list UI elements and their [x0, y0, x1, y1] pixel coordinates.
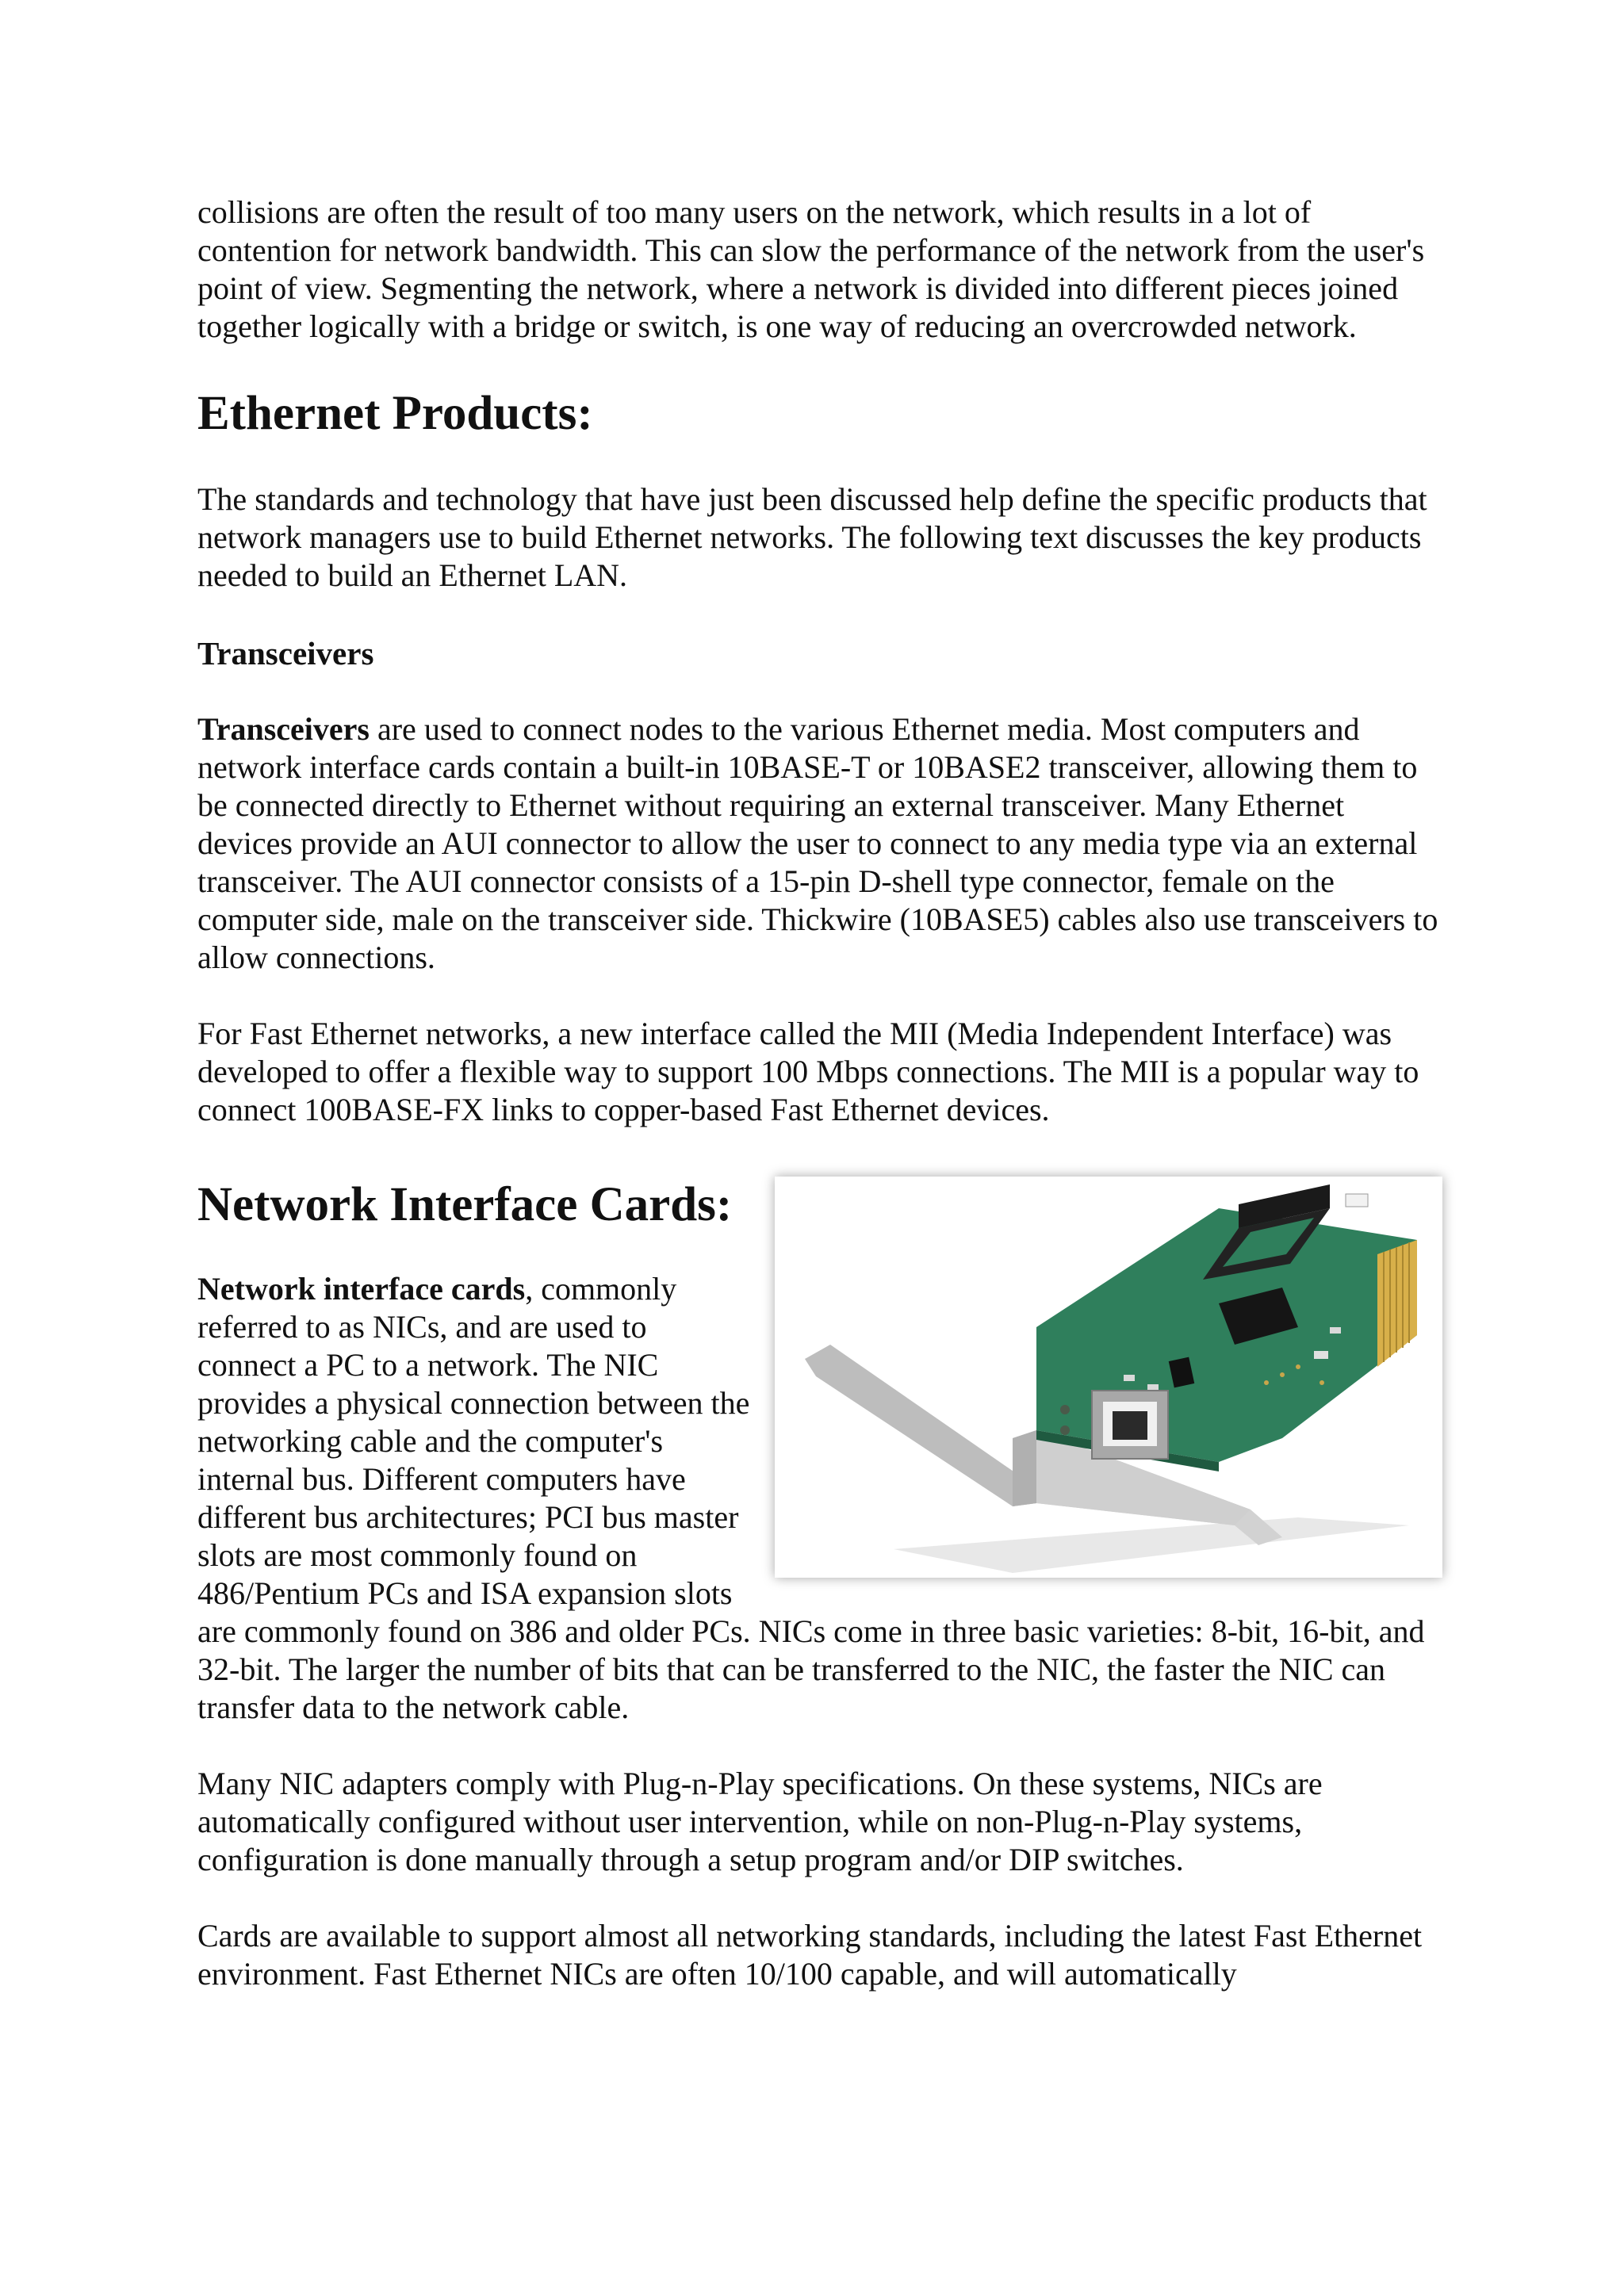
nic-section	[197, 1177, 1442, 1727]
nic-card-image	[775, 1177, 1442, 1578]
paragraph-transceivers	[197, 710, 1442, 977]
paragraph-cards: Cards are available to support almost all networking standards, including the latest Fast Ethernet environment. Fast Ethernet NICs are often 10/100 capable, and will automatically	[197, 1918, 1423, 1992]
document-page	[197, 193, 1442, 1993]
term-transceivers: Transceivers	[197, 711, 370, 747]
paragraph-standards: The standards and technology that have just been discussed help define the specific products that network managers use to build Ethernet networks. The following text discusses the key products needed to build an Ethernet LAN.	[197, 481, 1427, 593]
heading-ethernet-products: Ethernet Products:	[197, 387, 593, 440]
paragraph-fast-ethernet: For Fast Ethernet networks, a new interface called the MII (Media Independent Interface) was developed to offer a flexible way to support 100 Mbps connections. The MII is a popular way to connect 100BASE-FX links to copper-based Fast Ethernet devices.	[197, 1016, 1419, 1127]
nic-card-illustration	[775, 1177, 1442, 1578]
nic-text: , commonly referred to as NICs, and are used to connect a PC to a network. The NIC provides a physical connection between the networking cable and the computer's internal bus. Different computers have different bus architectures; PCI bus master slots are most commonly found on 486/Pentium PCs and ISA expansion slots are commonly found on 386 and older PCs. NICs come in three basic varieties: 8-bit, 16-bit, and 32-bit. The larger the number of bits that can be transferred to the NIC, the faster the NIC can transfer data to the network cable.	[197, 1271, 1425, 1725]
paragraph-plug-n-play: Many NIC adapters comply with Plug-n-Play specifications. On these systems, NICs are automatically configured without user intervention, while on non-Plug-n-Play systems, configuration is done manually through a setup program and/or DIP switches.	[197, 1766, 1323, 1877]
heading-network-interface-cards: Network Interface Cards:	[197, 1178, 733, 1231]
term-network-interface-cards: Network interface cards	[197, 1271, 526, 1307]
transceivers-text: are used to connect nodes to the various Ethernet media. Most computers and network interface cards contain a built-in 10BASE-T or 10BASE2 transceiver, allowing them to be connected directly to Ethernet without requiring an external transceiver. Many Ethernet devices provide an AUI connector to allow the user to connect to any media type via an external transceiver. The AUI connector consists of a 15-pin D-shell type connector, female on the computer side, male on the transceiver side. Thickwire (10BASE5) cables also use transceivers to allow connections.	[197, 711, 1438, 975]
led-icon	[1060, 1405, 1070, 1414]
paragraph-collisions: collisions are often the result of too many users on the network, which results in a lot of contention for network bandwidth. This can slow the performance of the network from the user's point of view. Segmenting the network, where a network is divided into different pieces joined together logically with a bridge or switch, is one way of reducing an overcrowded network.	[197, 194, 1425, 344]
heading-transceivers: Transceivers	[197, 635, 374, 672]
